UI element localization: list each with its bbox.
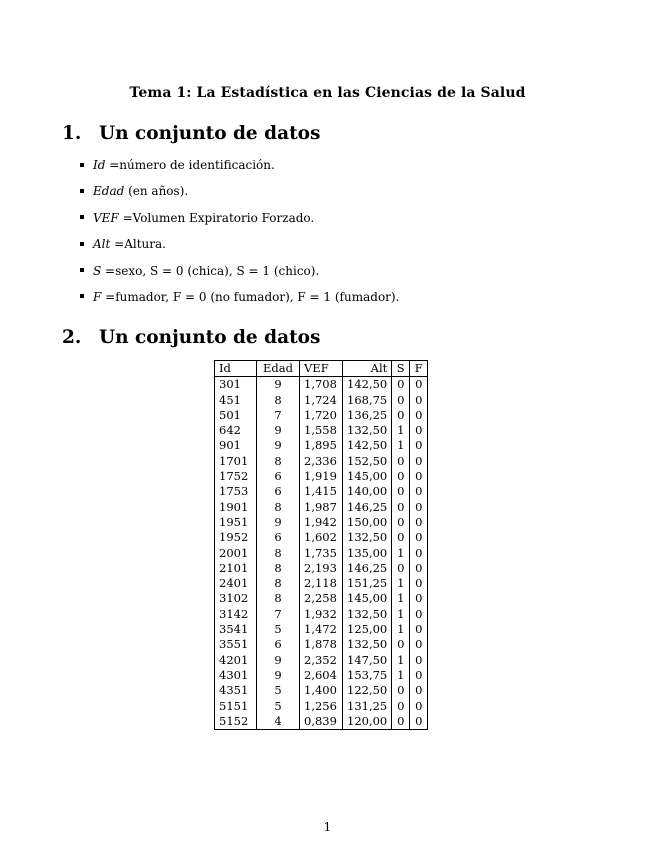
cell-vef: 1,256 [300, 699, 343, 714]
cell-alt: 132,50 [343, 423, 392, 438]
cell-edad: 9 [257, 423, 300, 438]
cell-edad: 8 [257, 576, 300, 591]
cell-alt: 142,50 [343, 438, 392, 453]
table-row [215, 500, 428, 515]
page-number: 1 [323, 820, 332, 834]
cell-vef: 1,400 [300, 683, 343, 698]
cell-edad: 9 [257, 515, 300, 530]
cell-s: 0 [392, 561, 410, 576]
table-row [215, 591, 428, 606]
cell-id: 2101 [215, 561, 257, 576]
cell-alt: 150,00 [343, 515, 392, 530]
cell-f: 0 [410, 668, 428, 683]
cell-id: 2001 [215, 546, 257, 561]
cell-vef: 2,258 [300, 591, 343, 606]
cell-id: 1701 [215, 454, 257, 469]
cell-alt: 132,50 [343, 607, 392, 622]
variable-symbol: Id [93, 158, 106, 172]
cell-alt: 145,00 [343, 469, 392, 484]
table-row [215, 423, 428, 438]
cell-s: 1 [392, 653, 410, 668]
cell-s: 1 [392, 438, 410, 453]
cell-f: 0 [410, 500, 428, 515]
cell-vef: 1,987 [300, 500, 343, 515]
cell-id: 3541 [215, 622, 257, 637]
cell-edad: 8 [257, 546, 300, 561]
table-row [215, 668, 428, 683]
table-row [215, 438, 428, 453]
cell-s: 1 [392, 546, 410, 561]
cell-alt: 142,50 [343, 377, 392, 393]
cell-f: 0 [410, 393, 428, 408]
table-row [215, 607, 428, 622]
cell-alt: 152,50 [343, 454, 392, 469]
cell-edad: 6 [257, 484, 300, 499]
cell-id: 1753 [215, 484, 257, 499]
bullet-icon [80, 294, 84, 298]
cell-id: 5151 [215, 699, 257, 714]
cell-f: 0 [410, 607, 428, 622]
cell-edad: 9 [257, 668, 300, 683]
table-row [215, 393, 428, 408]
cell-id: 451 [215, 393, 257, 408]
table-row [215, 515, 428, 530]
table-row [215, 530, 428, 545]
cell-s: 0 [392, 637, 410, 652]
cell-alt: 168,75 [343, 393, 392, 408]
cell-s: 1 [392, 591, 410, 606]
cell-edad: 9 [257, 653, 300, 668]
table-row [215, 469, 428, 484]
cell-s: 1 [392, 576, 410, 591]
cell-edad: 9 [257, 377, 300, 393]
cell-id: 4301 [215, 668, 257, 683]
section-title: Un conjunto de datos [99, 327, 321, 348]
table-row [215, 699, 428, 714]
cell-alt: 132,50 [343, 530, 392, 545]
cell-f: 0 [410, 408, 428, 423]
variable-symbol: VEF [93, 210, 119, 225]
variable-symbol: F [93, 289, 102, 304]
cell-id: 301 [215, 377, 257, 393]
cell-vef: 2,604 [300, 668, 343, 683]
cell-id: 501 [215, 408, 257, 423]
cell-f: 0 [410, 438, 428, 453]
cell-vef: 1,735 [300, 546, 343, 561]
cell-vef: 1,720 [300, 408, 343, 423]
cell-s: 0 [392, 714, 410, 730]
list-item [80, 158, 399, 184]
cell-s: 1 [392, 622, 410, 637]
column-header-id: Id [215, 361, 257, 377]
cell-id: 1952 [215, 530, 257, 545]
table-body [215, 377, 428, 730]
table-row [215, 454, 428, 469]
cell-vef: 1,558 [300, 423, 343, 438]
section-heading-1 [62, 123, 320, 144]
bullet-icon [80, 163, 84, 167]
cell-edad: 4 [257, 714, 300, 730]
cell-f: 0 [410, 653, 428, 668]
cell-vef: 2,193 [300, 561, 343, 576]
cell-vef: 1,919 [300, 469, 343, 484]
variable-symbol: Edad [93, 184, 125, 199]
cell-alt: 145,00 [343, 591, 392, 606]
cell-vef: 2,118 [300, 576, 343, 591]
cell-edad: 6 [257, 530, 300, 545]
cell-edad: 9 [257, 438, 300, 453]
cell-id: 901 [215, 438, 257, 453]
cell-f: 0 [410, 423, 428, 438]
cell-vef: 1,878 [300, 637, 343, 652]
table-row [215, 377, 428, 393]
column-header-s: S [392, 361, 410, 377]
cell-alt: 151,25 [343, 576, 392, 591]
cell-alt: 125,00 [343, 622, 392, 637]
bullet-icon [80, 268, 84, 272]
table-row [215, 637, 428, 652]
table-row [215, 622, 428, 637]
cell-f: 0 [410, 637, 428, 652]
list-item [80, 290, 399, 316]
table-header-row [215, 361, 428, 377]
cell-edad: 8 [257, 393, 300, 408]
cell-s: 0 [392, 408, 410, 423]
section-number: 1. [62, 123, 82, 144]
cell-f: 0 [410, 699, 428, 714]
cell-alt: 136,25 [343, 408, 392, 423]
table-row [215, 408, 428, 423]
cell-s: 1 [392, 423, 410, 438]
cell-f: 0 [410, 454, 428, 469]
bullet-icon [80, 189, 84, 193]
cell-id: 4201 [215, 653, 257, 668]
cell-f: 0 [410, 377, 428, 393]
section-title: Un conjunto de datos [99, 123, 321, 144]
cell-alt: 132,50 [343, 637, 392, 652]
variable-description: (en años). [124, 184, 189, 199]
cell-f: 0 [410, 561, 428, 576]
cell-f: 0 [410, 714, 428, 730]
cell-alt: 122,50 [343, 683, 392, 698]
cell-alt: 153,75 [343, 668, 392, 683]
cell-s: 0 [392, 469, 410, 484]
cell-vef: 2,352 [300, 653, 343, 668]
variable-symbol: Alt [93, 237, 111, 252]
cell-s: 1 [392, 668, 410, 683]
cell-edad: 8 [257, 591, 300, 606]
cell-f: 0 [410, 484, 428, 499]
cell-alt: 120,00 [343, 714, 392, 730]
cell-vef: 1,932 [300, 607, 343, 622]
cell-s: 0 [392, 454, 410, 469]
column-header-vef: VEF [300, 361, 343, 377]
cell-edad: 5 [257, 683, 300, 698]
cell-vef: 0,839 [300, 714, 343, 730]
list-item [80, 184, 399, 210]
cell-s: 0 [392, 377, 410, 393]
cell-vef: 2,336 [300, 454, 343, 469]
column-header-alt: Alt [343, 361, 392, 377]
cell-edad: 5 [257, 622, 300, 637]
cell-id: 3102 [215, 591, 257, 606]
list-item [80, 264, 399, 290]
cell-id: 3551 [215, 637, 257, 652]
cell-id: 1901 [215, 500, 257, 515]
cell-s: 0 [392, 500, 410, 515]
list-item [80, 237, 399, 263]
cell-edad: 6 [257, 637, 300, 652]
table-row [215, 683, 428, 698]
cell-alt: 147,50 [343, 653, 392, 668]
cell-edad: 5 [257, 699, 300, 714]
variable-description: =Volumen Expiratorio Forzado. [118, 210, 315, 225]
cell-s: 1 [392, 607, 410, 622]
cell-alt: 146,25 [343, 561, 392, 576]
cell-s: 0 [392, 699, 410, 714]
cell-vef: 1,895 [300, 438, 343, 453]
bullet-icon [80, 242, 84, 246]
cell-f: 0 [410, 576, 428, 591]
variable-description: =Altura. [110, 237, 166, 252]
table-row [215, 561, 428, 576]
cell-f: 0 [410, 546, 428, 561]
cell-vef: 1,708 [300, 377, 343, 393]
cell-f: 0 [410, 683, 428, 698]
cell-f: 0 [410, 530, 428, 545]
table-row [215, 484, 428, 499]
cell-id: 5152 [215, 714, 257, 730]
cell-id: 642 [215, 423, 257, 438]
cell-alt: 135,00 [343, 546, 392, 561]
cell-vef: 1,415 [300, 484, 343, 499]
cell-alt: 146,25 [343, 500, 392, 515]
cell-edad: 8 [257, 454, 300, 469]
list-item [80, 211, 399, 237]
cell-f: 0 [410, 515, 428, 530]
cell-edad: 7 [257, 408, 300, 423]
cell-s: 0 [392, 683, 410, 698]
variable-description: =sexo, S = 0 (chica), S = 1 (chico). [101, 263, 320, 278]
table-row [215, 714, 428, 730]
data-table [214, 360, 428, 730]
page-title: Tema 1: La Estadística en las Ciencias de la Salud [129, 85, 526, 101]
bullet-icon [80, 215, 84, 219]
cell-id: 1752 [215, 469, 257, 484]
cell-id: 4351 [215, 683, 257, 698]
table-row [215, 653, 428, 668]
table-row [215, 576, 428, 591]
variable-description: =número de identificación. [105, 158, 275, 172]
cell-f: 0 [410, 622, 428, 637]
cell-vef: 1,602 [300, 530, 343, 545]
table-row [215, 546, 428, 561]
variable-list [80, 158, 399, 316]
cell-f: 0 [410, 469, 428, 484]
cell-id: 3142 [215, 607, 257, 622]
variable-description: =fumador, F = 0 (no fumador), F = 1 (fumador). [101, 289, 400, 304]
cell-edad: 6 [257, 469, 300, 484]
cell-vef: 1,942 [300, 515, 343, 530]
cell-s: 0 [392, 393, 410, 408]
cell-f: 0 [410, 591, 428, 606]
cell-edad: 8 [257, 500, 300, 515]
column-header-edad: Edad [257, 361, 300, 377]
cell-vef: 1,472 [300, 622, 343, 637]
cell-id: 1951 [215, 515, 257, 530]
cell-alt: 140,00 [343, 484, 392, 499]
cell-vef: 1,724 [300, 393, 343, 408]
section-heading-2 [62, 327, 320, 348]
section-number: 2. [62, 327, 82, 348]
cell-edad: 8 [257, 561, 300, 576]
cell-id: 2401 [215, 576, 257, 591]
cell-alt: 131,25 [343, 699, 392, 714]
cell-s: 0 [392, 484, 410, 499]
cell-s: 0 [392, 530, 410, 545]
cell-edad: 7 [257, 607, 300, 622]
cell-s: 0 [392, 515, 410, 530]
column-header-f: F [410, 361, 428, 377]
variable-symbol: S [93, 263, 102, 278]
